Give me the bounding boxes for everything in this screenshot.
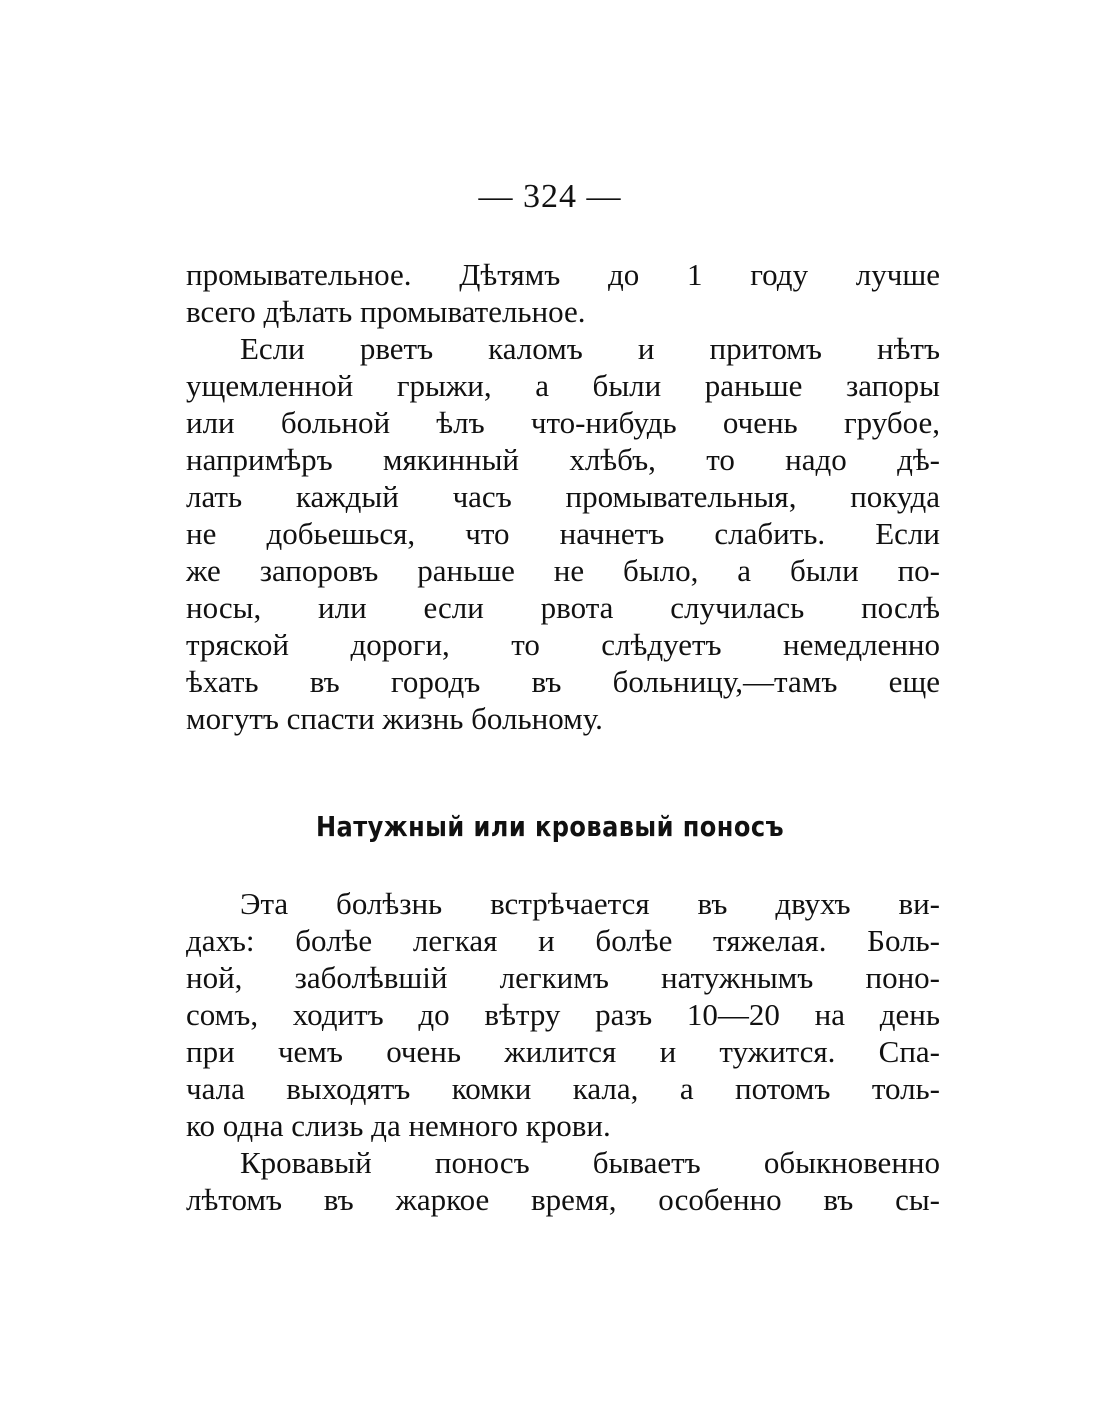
text-line: могутъ спасти жизнь больному.: [186, 701, 603, 736]
text-line: не добьешься, что начнетъ слабить. Если: [186, 516, 940, 551]
text-line: дахъ: болѣе легкая и болѣе тяжелая. Боль-: [186, 923, 940, 958]
text-line: при чемъ очень жилится и тужится. Спа-: [186, 1034, 940, 1069]
text-line: Эта болѣзнь встрѣчается въ двухъ ви-: [240, 886, 940, 921]
text-line: же запоровъ раньше не было, а были по-: [186, 553, 940, 588]
text-line: промывательное. Дѣтямъ до 1 году лучше: [186, 257, 940, 292]
text-line: тряской дороги, то слѣдуетъ немедленно: [186, 627, 940, 662]
text-line: Если рветъ каломъ и притомъ нѣтъ: [240, 331, 940, 366]
text-line: лать каждый часъ промывательныя, покуда: [186, 479, 940, 514]
text-line: ущемленной грыжи, а были раньше запоры: [186, 368, 940, 403]
text-line: или больной ѣлъ что-нибудь очень грубое,: [186, 405, 940, 440]
text-line: всего дѣлать промывательное.: [186, 294, 586, 329]
text-line: напримѣръ мякинный хлѣбъ, то надо дѣ-: [186, 442, 940, 477]
text-line: ѣхать въ городъ въ больницу,—тамъ еще: [186, 664, 940, 699]
text-line: ко одна слизь да немного крови.: [186, 1108, 611, 1143]
text-line: Кровавый поносъ бываетъ обыкновенно: [240, 1145, 940, 1180]
text-line: ной, заболѣвшій легкимъ натужнымъ поно-: [186, 960, 940, 995]
text-line: сомъ, ходитъ до вѣтру разъ 10—20 на день: [186, 997, 940, 1032]
text-line: лѣтомъ въ жаркое время, особенно въ сы-: [186, 1182, 940, 1217]
paragraph-block-2: [186, 885, 940, 1218]
section-heading: Натужный или кровавый поносъ: [315, 810, 785, 843]
page-number: — 324 —: [478, 178, 622, 215]
text-line: носы, или если рвота случилась послѣ: [186, 590, 940, 625]
paragraph-block-1: [186, 256, 940, 737]
text-line: чала выходятъ комки кала, а потомъ толь-: [186, 1071, 940, 1106]
